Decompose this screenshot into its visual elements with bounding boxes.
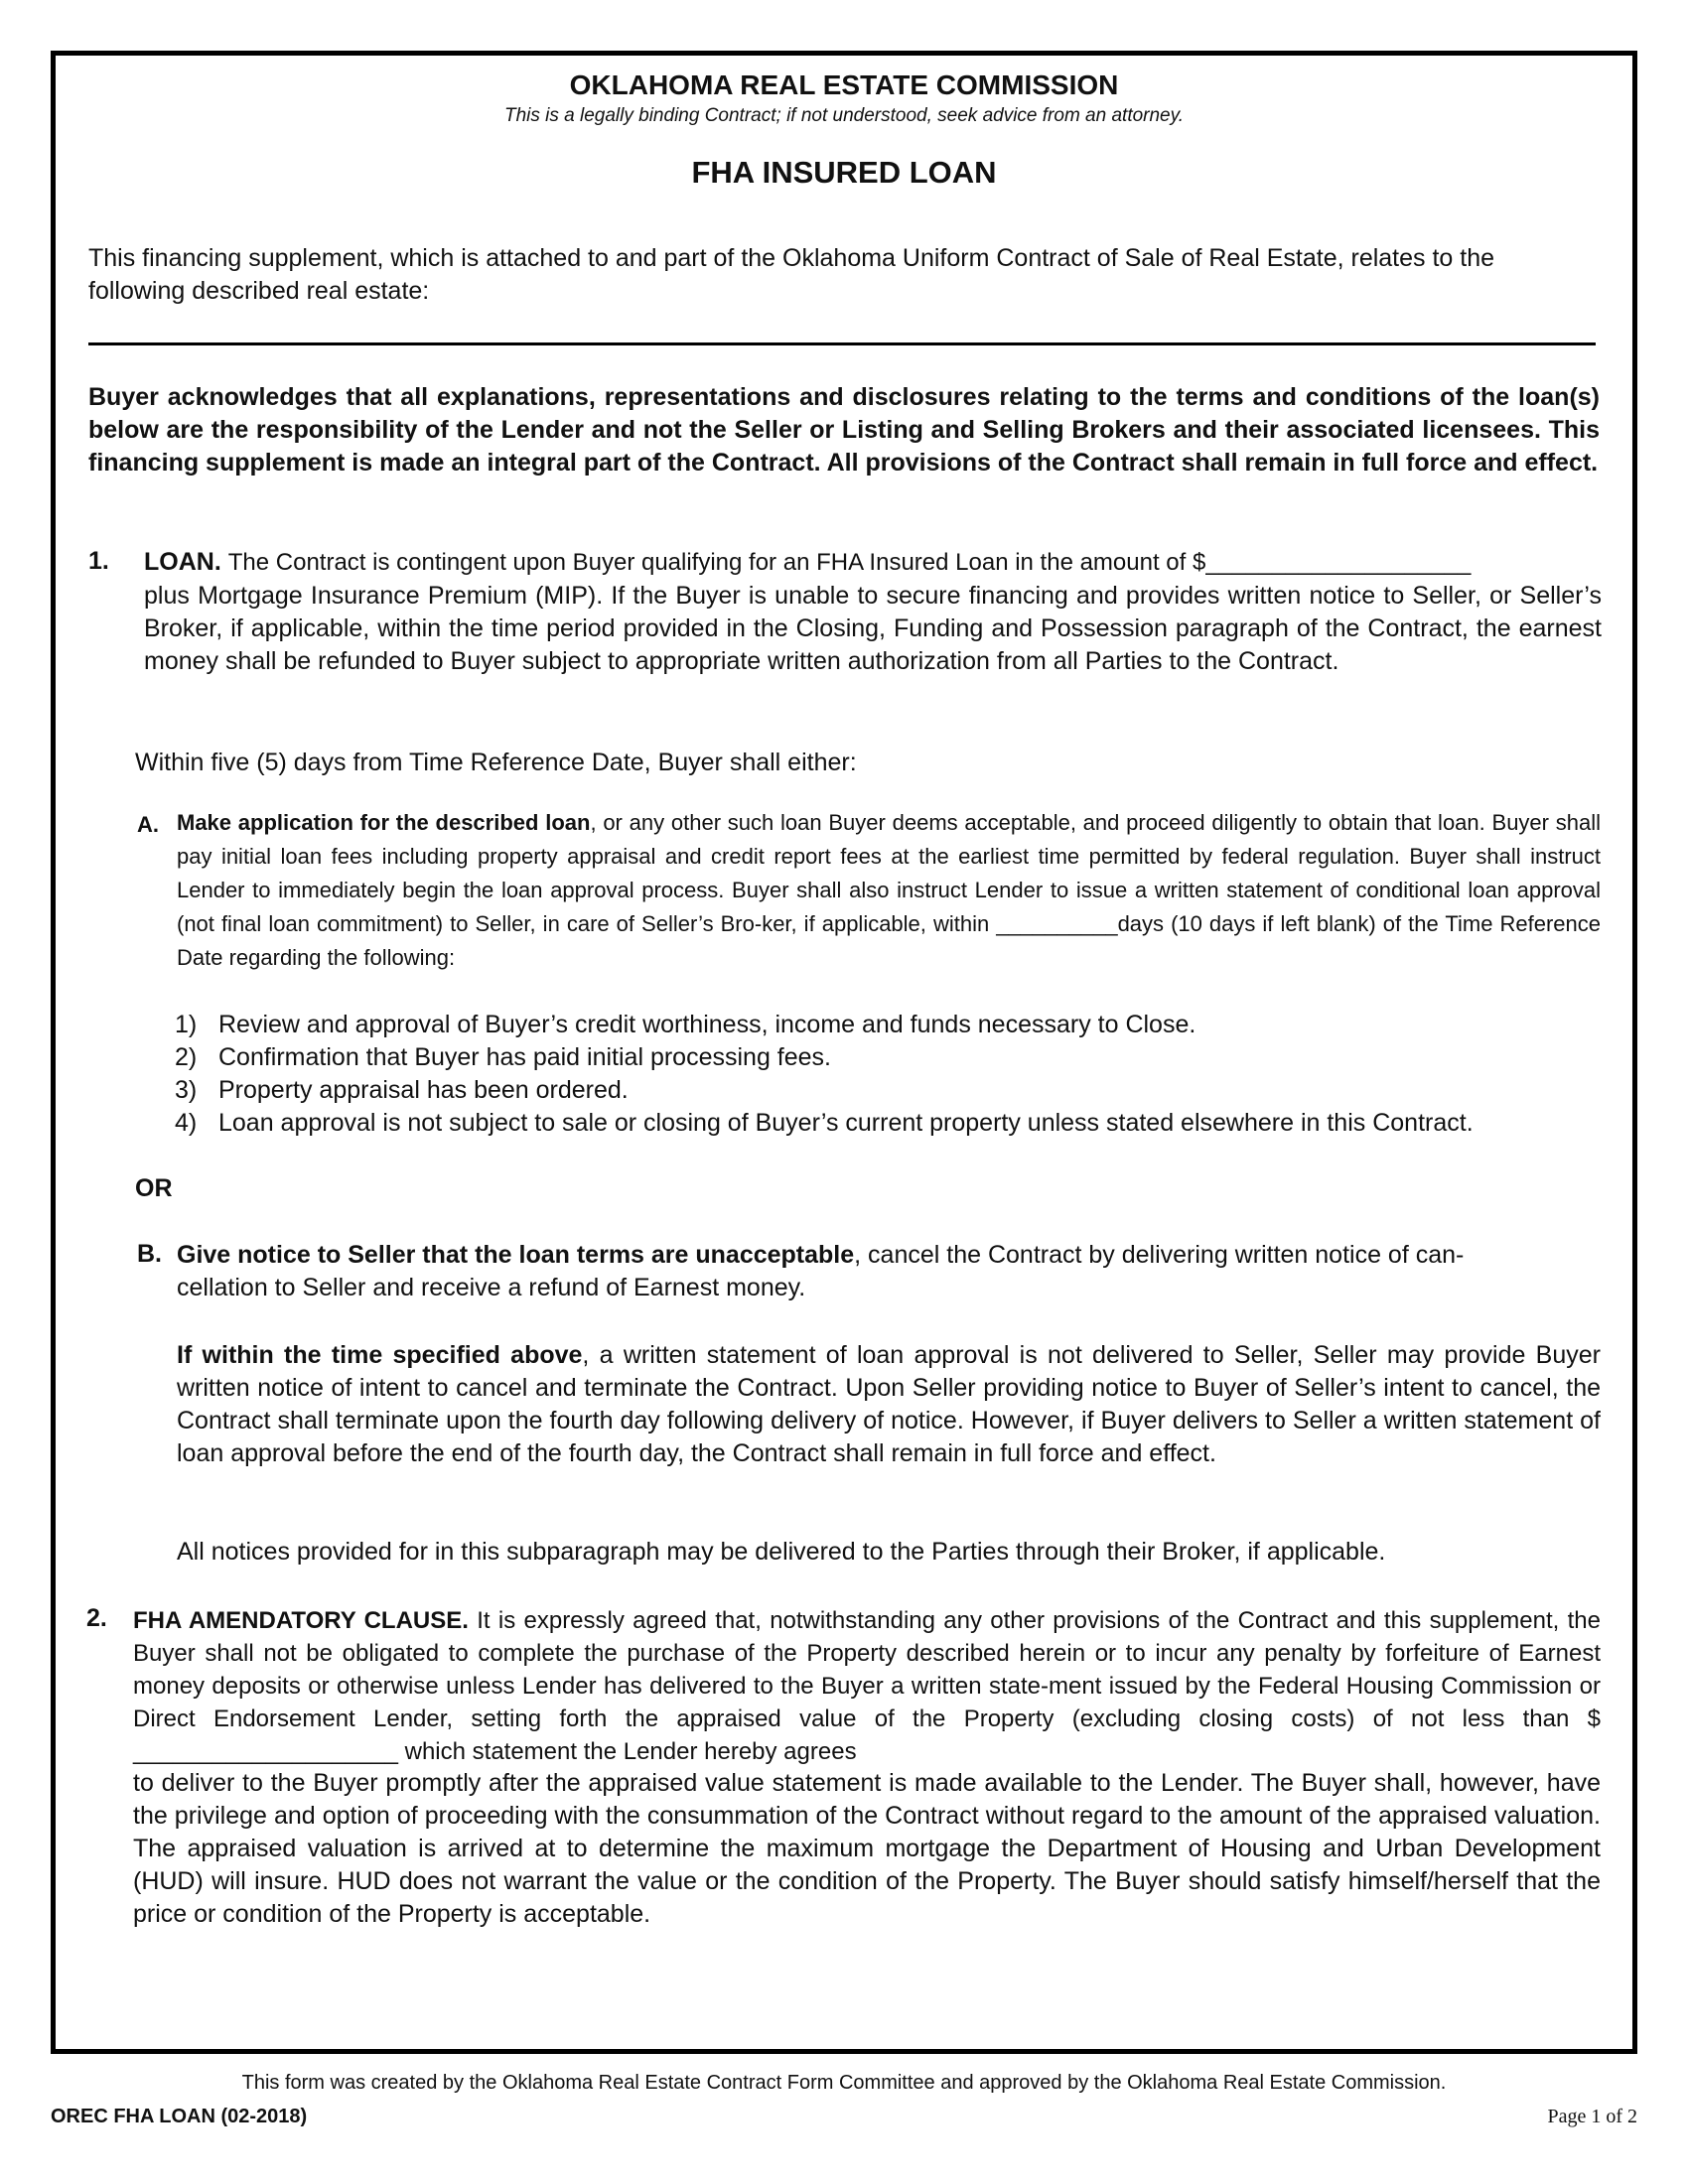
option-a-text: , or any other such loan Buyer deems acceptable, and proceed diligently to obtain that loan. Buyer shall pay initial loan fees including property appraisal and credit report fees at the earliest time permitted by federal regulation. Buyer shall instruct Lender to immediately begin the loan approval process. Buyer shall also instruct Lender to issue a written statement of conditional loan approval (not final loan commitment) to Seller, in care of Seller’s Bro-ker, if applicable, within __________days (10 days if left blank) of the Time Reference Date regarding the following: — [177, 810, 1601, 970]
form-code: OREC FHA LOAN (02-2018) — [51, 2106, 308, 2127]
seller-termination-paragraph — [177, 1339, 1601, 1470]
option-a-label: A. — [137, 812, 159, 837]
list-item: 4) Loan approval is not subject to sale or closing of Buyer’s current property unless stated elsewhere in this Contract. — [175, 1109, 1474, 1137]
option-b-label: B. — [137, 1240, 162, 1268]
page-number: Page 1 of 2 — [1547, 2106, 1637, 2127]
section-1-number: 1. — [88, 547, 109, 575]
form-title: FHA INSURED LOAN — [691, 155, 997, 190]
section-1-body: plus Mortgage Insurance Premium (MIP). If the Buyer is unable to secure financing and provides written notice to Seller, or Seller’s Broker, if applicable, within the time period provided in the Closing, Funding and Possession paragraph of the Contract, the earnest money shall be refunded to Buyer subject to appropriate written authorization from all Parties to the Contract. — [144, 582, 1602, 675]
property-description-line[interactable] — [88, 342, 1596, 345]
section-2-text-1: It is expressly agreed that, notwithstanding any other provisions of the Contract and this supplement, the Buyer shall not be obligated to complete the purchase of the Property described herein or to incur any penalty by forfeiture of Earnest money deposits or otherwise unless Lender has delivered to the Buyer a written state-ment issued by the Federal Housing Commission or Direct Endorsement Lender, setting forth the appraised value of the Property (excluding closing costs) of not less than $ ____________________ which statement the Lender hereby agrees — [133, 1607, 1601, 1765]
section-1-loan-amount-text: The Contract is contingent upon Buyer qualifying for an FHA Insured Loan in the amount of $____________________ — [227, 549, 1472, 576]
section-2-heading: FHA AMENDATORY CLAUSE. — [133, 1607, 469, 1634]
option-a-paragraph — [177, 806, 1601, 975]
notices-paragraph: All notices provided for in this subparagraph may be delivered to the Parties through their Broker, if applicable. — [177, 1538, 1386, 1566]
section-1-heading: LOAN. — [144, 548, 221, 576]
footer-approval-note: This form was created by the Oklahoma Real Estate Contract Form Committee and approved by the Oklahoma Real Estate Commission. — [241, 2072, 1447, 2094]
within-five-days: Within five (5) days from Time Reference Date, Buyer shall either: — [135, 749, 857, 776]
if-within-heading: If within the time specified above — [177, 1341, 583, 1369]
org-title: OKLAHOMA REAL ESTATE COMMISSION — [569, 69, 1119, 100]
section-2-paragraph-2: to deliver to the Buyer promptly after the appraised value statement is made available to the Lender. The Buyer shall, however, have the privilege and option of proceeding with the consummation of the Contract without regard to the amount of the appraised valuation. The appraised valuation is arrived at to determine the maximum mortgage the Department of Housing and Urban Development (HUD) will insure. HUD does not warrant the value or the condition of the Property. The Buyer should satisfy himself/herself that the price or condition of the Property is acceptable. — [133, 1769, 1601, 1928]
option-b-heading: Give notice to Seller that the loan terms are unacceptable — [177, 1241, 855, 1269]
if-within-text: , a written statement of loan approval is not delivered to Seller, Seller may provide Buyer written notice of intent to cancel and terminate the Contract. Upon Seller providing notice to Buyer of Seller’s intent to cancel, the Contract shall terminate upon the fourth day following delivery of notice. However, if Buyer delivers to Seller a written statement of loan approval before the end of the fourth day, the Contract shall remain in full force and effect. — [177, 1341, 1601, 1467]
option-b-text: , cancel the Contract by delivering written notice of can-cellation to Seller and receive a refund of Earnest money. — [177, 1241, 1465, 1301]
section-2-number: 2. — [86, 1604, 107, 1632]
option-a-heading: Make application for the described loan — [177, 810, 591, 835]
or-separator: OR — [135, 1174, 173, 1202]
acknowledgment-paragraph: Buyer acknowledges that all explanations, representations and disclosures relating to the terms and conditions of the loan(s) below are the responsibility of the Lender and not the Seller or Listing and Selling Brokers and their associated licensees. This financing supplement is made an integral part of the Contract. All provisions of the Contract shall remain in full force and effect. — [88, 383, 1600, 477]
list-item: 2) Confirmation that Buyer has paid initial processing fees. — [175, 1043, 831, 1071]
list-item: 3) Property appraisal has been ordered. — [175, 1076, 629, 1104]
list-item: 1) Review and approval of Buyer’s credit worthiness, income and funds necessary to Close. — [175, 1011, 1196, 1038]
option-b-paragraph — [177, 1239, 1547, 1304]
section-1-first-line — [144, 546, 1602, 579]
section-2-paragraph-1 — [133, 1604, 1601, 1768]
intro-paragraph: This financing supplement, which is attached to and part of the Oklahoma Uniform Contract of Sale of Real Estate, relates to the following described real estate: — [88, 244, 1495, 305]
legal-disclaimer: This is a legally binding Contract; if not understood, seek advice from an attorney. — [503, 105, 1184, 126]
